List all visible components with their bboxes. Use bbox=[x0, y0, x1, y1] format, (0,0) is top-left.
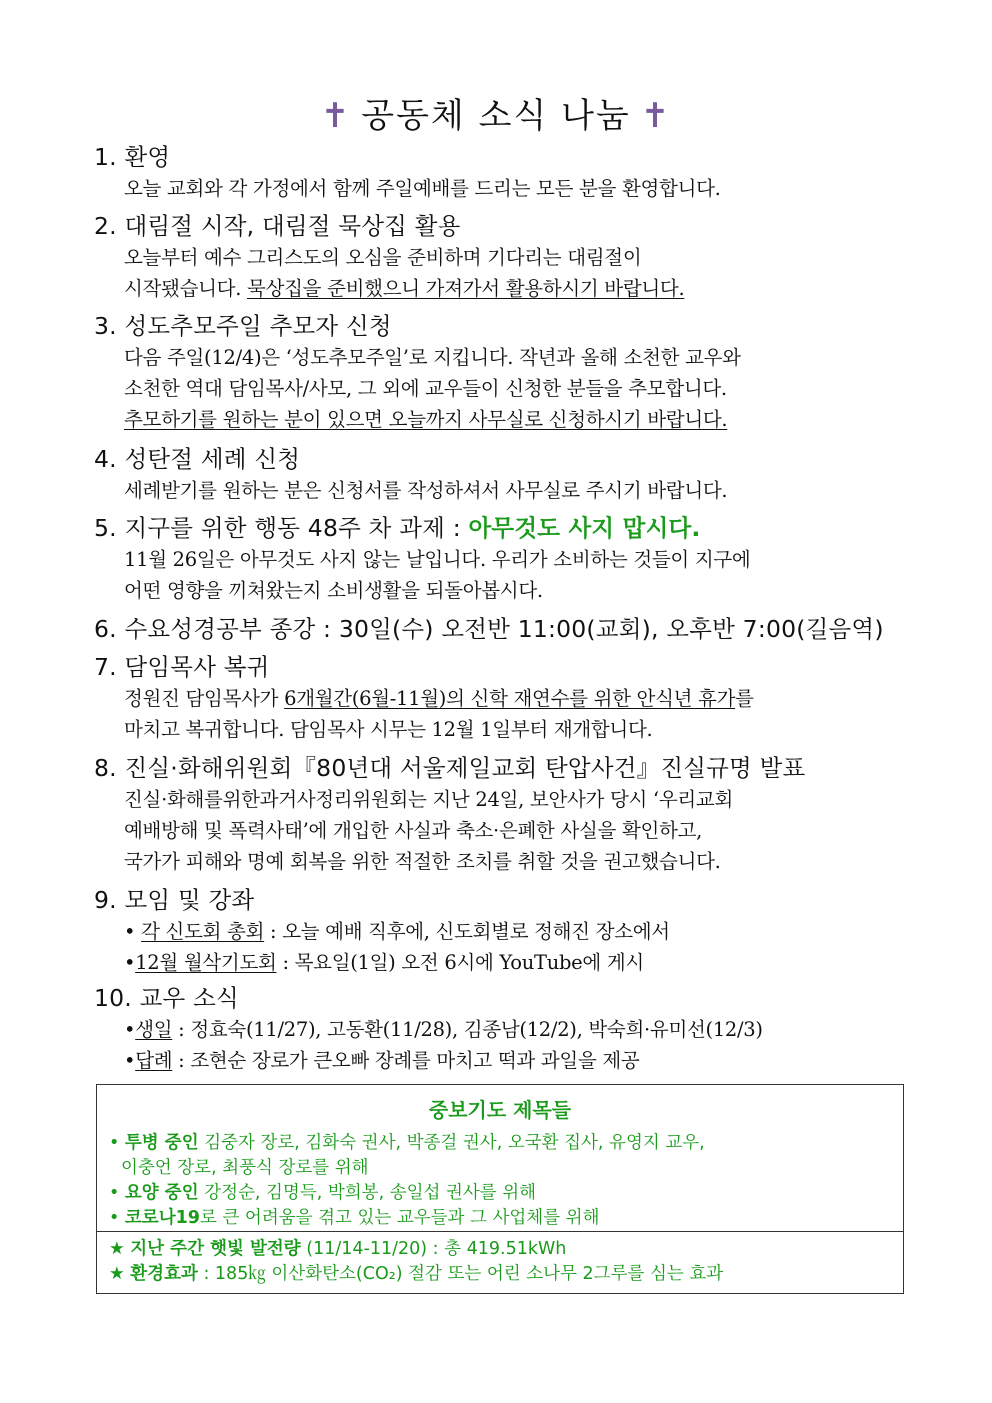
text-span: : 오늘 예배 직후에, 신도회별로 정해진 장소에서 bbox=[264, 920, 670, 943]
env-text: : 185㎏ 이산화탄소(CO₂) 절감 또는 어린 소나무 2그루를 심는 효과 bbox=[197, 1264, 724, 1284]
underlined-text: 묵상집을 준비했으니 가져가서 활용하시기 바랍니다. bbox=[247, 277, 685, 300]
text-span: 정원진 담임목사가 bbox=[124, 687, 285, 710]
bullet-icon: • bbox=[109, 1183, 120, 1203]
prayer-text: 강정순, 김명득, 박희봉, 송일섭 권사를 위해 bbox=[198, 1183, 537, 1203]
section-heading: 7. 담임목사 복귀 bbox=[94, 653, 270, 681]
prayer-box bbox=[96, 1084, 904, 1294]
section-heading: 4. 성탄절 세례 신청 bbox=[94, 445, 301, 473]
underlined-text: 답례 bbox=[135, 1049, 173, 1072]
text-span: : 조현순 장로가 큰오빠 장례를 마치고 떡과 과일을 제공 bbox=[172, 1049, 640, 1072]
section-memorial bbox=[94, 310, 904, 435]
divider bbox=[97, 1231, 903, 1232]
section-text: 오늘 교회와 각 가정에서 함께 주일예배를 드리는 모든 분을 환영합니다. bbox=[124, 177, 721, 200]
solar-label: 지난 주간 햇빛 발전량 bbox=[130, 1239, 301, 1259]
prayer-item bbox=[97, 1131, 903, 1156]
text-span: : 목요일(1일) 오전 6시에 YouTube에 게시 bbox=[276, 951, 644, 974]
section-text: 어떤 영향을 끼쳐왔는지 소비생활을 되돌아봅시다. bbox=[124, 579, 543, 602]
section-welcome bbox=[94, 141, 904, 204]
section-earth-action bbox=[94, 512, 904, 606]
text-span: 5. 지구를 위한 행동 48주 차 과제 : bbox=[94, 514, 469, 542]
page-title-text: 공동체 소식 나눔 bbox=[361, 96, 631, 136]
bullet-icon: • bbox=[124, 951, 136, 974]
section-text: 진실·화해를위한과거사정리위원회는 지난 24일, 보안사가 당시 ‘우리교회 bbox=[124, 788, 733, 811]
section-heading: 10. 교우 소식 bbox=[94, 984, 239, 1012]
prayer-item-continued: 이충언 장로, 최풍식 장로를 위해 bbox=[121, 1158, 369, 1178]
section-text: 마치고 복귀합니다. 담임목사 시무는 12월 1일부터 재개합니다. bbox=[124, 718, 653, 741]
section-text: 세례받기를 원하는 분은 신청서를 작성하셔서 사무실로 주시기 바랍니다. bbox=[124, 479, 728, 502]
section-text bbox=[94, 683, 904, 714]
section-text: 다음 주일(12/4)은 ‘성도추모주일’로 지킵니다. 작년과 올해 소천한 교우와 bbox=[124, 346, 741, 369]
section-pastor-return bbox=[94, 651, 904, 745]
cross-icon: ✝ bbox=[640, 96, 672, 136]
section-heading: 1. 환영 bbox=[94, 143, 171, 171]
section-text: 11월 26일은 아무것도 사지 않는 날입니다. 우리가 소비하는 것들이 지구에 bbox=[124, 548, 751, 571]
text-span: 시작됐습니다. bbox=[124, 277, 248, 300]
cross-icon: ✝ bbox=[320, 96, 352, 136]
bullet-icon: • bbox=[109, 1133, 120, 1153]
bullet-icon: • bbox=[124, 920, 136, 943]
underlined-text: 추모하기를 원하는 분이 있으면 오늘까지 사무실로 신청하시기 바랍니다. bbox=[124, 408, 728, 431]
section-advent bbox=[94, 210, 904, 304]
prayer-text: 로 큰 어려움을 겪고 있는 교우들과 그 사업체를 위해 bbox=[199, 1208, 600, 1228]
section-text: 국가가 피해와 명예 회복을 위한 적절한 조치를 취할 것을 권고했습니다. bbox=[124, 850, 721, 873]
section-truth-commission bbox=[94, 752, 904, 877]
section-member-news bbox=[94, 982, 904, 1076]
star-icon: ★ bbox=[109, 1239, 125, 1259]
section-bible-study bbox=[94, 613, 904, 645]
bullet-icon: • bbox=[124, 1018, 136, 1041]
highlight-text: 아무것도 사지 맙시다. bbox=[468, 514, 701, 542]
section-text bbox=[94, 273, 904, 304]
prayer-label: 요양 중인 bbox=[124, 1183, 199, 1203]
prayer-text: 김중자 장로, 김화숙 권사, 박종걸 권사, 오국환 집사, 유영지 교우, bbox=[198, 1133, 705, 1153]
section-text: 예배방해 및 폭력사태’에 개입한 사실과 축소·은폐한 사실을 확인하고, bbox=[124, 819, 703, 842]
section-heading: 2. 대림절 시작, 대림절 묵상집 활용 bbox=[94, 212, 461, 240]
underlined-text: 각 신도회 총회 bbox=[141, 920, 265, 943]
env-label: 환경효과 bbox=[130, 1264, 198, 1284]
prayer-label: 투병 중인 bbox=[124, 1133, 199, 1153]
underlined-text: 12월 월삭기도회 bbox=[135, 951, 277, 974]
underlined-text: 생일 bbox=[135, 1018, 173, 1041]
section-meetings bbox=[94, 884, 904, 978]
bullet-icon: • bbox=[109, 1208, 120, 1228]
page-title bbox=[0, 88, 992, 137]
bullet-icon: • bbox=[124, 1049, 136, 1072]
prayer-box-title: 중보기도 제목들 bbox=[428, 1098, 572, 1122]
section-baptism bbox=[94, 443, 904, 506]
section-heading: 8. 진실·화해위원회『80년대 서울제일교회 탄압사건』진실규명 발표 bbox=[94, 754, 806, 782]
section-heading bbox=[94, 512, 904, 544]
text-span: : 정효숙(11/27), 고동환(11/28), 김종남(12/2), 박숙희·유미선(12/3) bbox=[172, 1018, 763, 1041]
prayer-item bbox=[97, 1206, 903, 1231]
env-line bbox=[97, 1262, 903, 1287]
solar-line bbox=[97, 1237, 903, 1262]
list-item bbox=[94, 947, 904, 978]
section-heading: 6. 수요성경공부 종강 : 30일(수) 오전반 11:00(교회), 오후반 7:00(길음역) bbox=[94, 615, 884, 643]
star-icon: ★ bbox=[109, 1264, 125, 1284]
list-item bbox=[94, 1014, 904, 1045]
list-item bbox=[94, 916, 904, 947]
underlined-text: 6개월간(6월-11월)의 신학 재연수를 위한 안식년 휴가 bbox=[284, 687, 736, 710]
solar-info bbox=[97, 1237, 903, 1287]
text-span: 를 bbox=[735, 687, 754, 710]
section-text: 오늘부터 예수 그리스도의 오심을 준비하며 기다리는 대림절이 bbox=[124, 246, 642, 269]
list-item bbox=[94, 1045, 904, 1076]
section-heading: 3. 성도추모주일 추모자 신청 bbox=[94, 312, 392, 340]
prayer-label: 코로나19 bbox=[124, 1208, 200, 1228]
solar-text: (11/14-11/20) : 총 419.51kWh bbox=[300, 1239, 567, 1259]
section-text: 소천한 역대 담임목사/사모, 그 외에 교우들이 신청한 분들을 추모합니다. bbox=[124, 377, 727, 400]
section-heading: 9. 모임 및 강좌 bbox=[94, 886, 255, 914]
prayer-item bbox=[97, 1181, 903, 1206]
section-text bbox=[94, 404, 904, 435]
